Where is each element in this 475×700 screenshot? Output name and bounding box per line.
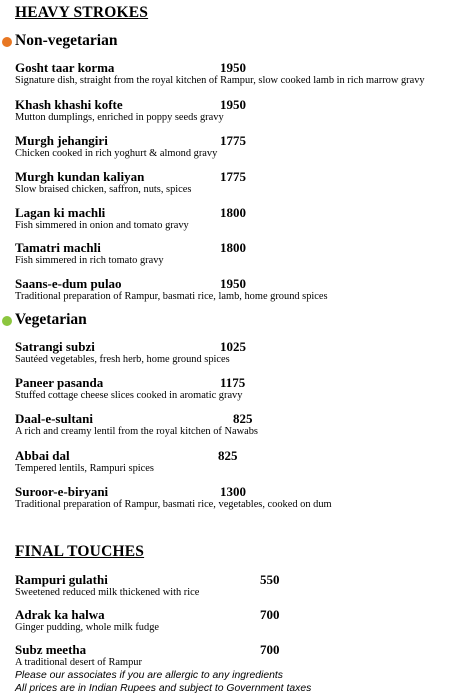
section-title-final-touches: FINAL TOUCHES [15,543,145,560]
menu-item-name: Adrak ka halwa [15,607,105,622]
menu-item-price: 700 [260,607,280,622]
menu-item-name: Suroor-e-biryani [15,484,109,499]
veg-dot-icon [2,316,12,326]
menu-item-description: Sweetened reduced milk thickened with rice [15,587,200,598]
menu-item-price: 1950 [220,60,246,75]
menu-item-price: 1775 [220,133,246,148]
menu-item-name: Khash khashi kofte [15,97,123,112]
menu-item-description: A traditional desert of Rampur [15,657,142,668]
menu-item-name: Subz meetha [15,642,87,657]
menu-item-name: Tamatri machli [15,240,101,255]
menu-item-description: Mutton dumplings, enriched in poppy seeds gravy [15,112,224,123]
menu-item-description: Slow braised chicken, saffron, nuts, spices [15,184,192,195]
menu-item-price: 550 [260,572,280,587]
menu-item-price: 1950 [220,276,246,291]
section-title-heavy-strokes: HEAVY STROKES [15,4,149,21]
menu-item-description: Fish simmered in rich tomato gravy [15,255,164,266]
menu-item-price: 1800 [220,205,246,220]
menu-item-price: 1300 [220,484,246,499]
menu-item-price: 1025 [220,339,246,354]
menu-item-name: Abbai dal [15,448,70,463]
menu-item-description: Chicken cooked in rich yoghurt & almond gravy [15,148,218,159]
non-veg-dot-icon [2,37,12,47]
menu-item-price: 825 [233,411,253,426]
menu-item-name: Murgh jehangiri [15,133,108,148]
menu-item-description: Traditional preparation of Rampur, basmati rice, vegetables, cooked on dum [15,499,332,510]
menu-item-name: Gosht taar korma [15,60,115,75]
menu-item-name: Lagan ki machli [15,205,106,220]
menu-item-name: Rampuri gulathi [15,572,108,587]
menu-item-name: Paneer pasanda [15,375,104,390]
menu-item-description: A rich and creamy lentil from the royal kitchen of Nawabs [15,426,258,437]
category-nonveg-label: Non-vegetarian [15,32,118,49]
menu-item-description: Fish simmered in onion and tomato gravy [15,220,189,231]
menu-item-description: Stuffed cottage cheese slices cooked in aromatic gravy [15,390,243,401]
menu-item-price: 1775 [220,169,246,184]
menu-item-name: Daal-e-sultani [15,411,93,426]
menu-item-price: 1800 [220,240,246,255]
category-veg-label: Vegetarian [15,311,87,328]
menu-item-description: Ginger pudding, whole milk fudge [15,622,160,633]
menu-item-description: Tempered lentils, Rampuri spices [15,463,154,474]
menu-item-price: 700 [260,642,280,657]
menu-item-description: Signature dish, straight from the royal kitchen of Rampur, slow cooked lamb in rich marrow gravy [15,75,425,86]
menu-item-price: 1950 [220,97,246,112]
menu-item-price: 825 [218,448,238,463]
menu-item-price: 1175 [220,375,246,390]
menu-item-name: Murgh kundan kaliyan [15,169,145,184]
allergy-note: Please our associates if you are allergic to any ingredients [15,670,283,681]
menu-item-name: Satrangi subzi [15,339,95,354]
menu-item-name: Saans-e-dum pulao [15,276,122,291]
menu-item-description: Sautéed vegetables, fresh herb, home ground spices [15,354,230,365]
price-note: All prices are in Indian Rupees and subject to Government taxes [15,683,312,694]
menu-item-description: Traditional preparation of Rampur, basmati rice, lamb, home ground spices [15,291,328,302]
